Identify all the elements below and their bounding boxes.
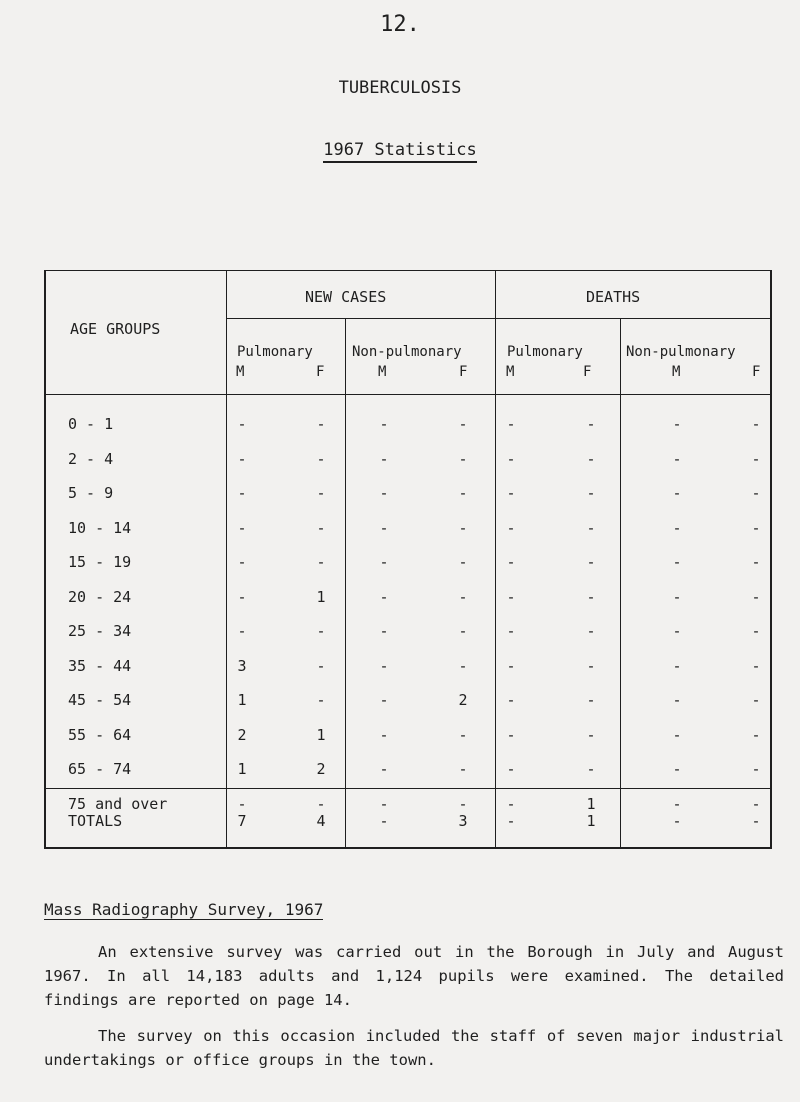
table-cell: - xyxy=(751,484,761,502)
table-cell: - xyxy=(316,484,326,502)
table-cell: - xyxy=(458,760,468,778)
col-divider-3 xyxy=(620,318,621,848)
m-header: M xyxy=(236,364,245,380)
table-cell: - xyxy=(506,691,516,709)
age-group-label: 5 - 9 xyxy=(68,484,114,502)
age-group-label: 0 - 1 xyxy=(68,415,114,433)
table-cell: - xyxy=(751,760,761,778)
table-cell: 1 xyxy=(586,812,596,830)
table-cell: - xyxy=(506,622,516,640)
table-cell: - xyxy=(458,794,468,813)
paragraph-1: An extensive survey was carried out in the Borough in July and August 1967. In all 14,183 adults and 1,124 pupils were examined. The detailed findings are reported on page 14. xyxy=(44,943,784,1009)
pulmonary-header: Pulmonary xyxy=(237,344,313,360)
table-cell: - xyxy=(379,691,389,709)
subheading-text: 1967 Statistics xyxy=(323,140,477,163)
table-cell: - xyxy=(751,656,761,675)
table-cell: - xyxy=(672,587,682,606)
age-group-label: 35 - 44 xyxy=(68,656,132,675)
table-cell: 1 xyxy=(237,760,247,778)
table-border-top xyxy=(44,270,772,271)
table-cell: - xyxy=(379,484,389,502)
table-cell: - xyxy=(751,449,761,468)
table-border-bottom xyxy=(44,847,772,849)
table-cell: - xyxy=(506,656,516,675)
table-cell: - xyxy=(458,725,468,744)
table-cell: - xyxy=(458,656,468,675)
table-cell: - xyxy=(237,622,247,640)
table-cell: - xyxy=(672,622,682,640)
table-cell: - xyxy=(458,587,468,606)
table-cell: - xyxy=(672,553,682,571)
f-header: F xyxy=(752,364,761,380)
table-cell: - xyxy=(379,794,389,813)
table-cell: - xyxy=(672,484,682,502)
table-cell: - xyxy=(379,760,389,778)
table-cell: - xyxy=(506,449,516,468)
table-cell: - xyxy=(672,812,682,830)
table-cell: - xyxy=(379,518,389,537)
page-heading: TUBERCULOSIS xyxy=(338,78,462,98)
table-cell: - xyxy=(506,484,516,502)
table-cell: 1 xyxy=(316,725,326,744)
table-cell: - xyxy=(506,518,516,537)
age-group-label: 65 - 74 xyxy=(68,760,132,778)
table-cell: - xyxy=(379,587,389,606)
table-cell: - xyxy=(751,812,761,830)
table-cell: 7 xyxy=(237,812,247,830)
table-cell: - xyxy=(586,656,596,675)
new-cases-header: NEW CASES xyxy=(305,288,387,306)
age-group-label: 15 - 19 xyxy=(68,553,132,571)
table-cell: - xyxy=(751,518,761,537)
age-group-label: 75 and over xyxy=(68,794,168,813)
table-cell: - xyxy=(237,518,247,537)
deaths-header: DEATHS xyxy=(586,288,641,306)
table-cell: - xyxy=(379,725,389,744)
table-cell: - xyxy=(506,760,516,778)
table-cell: - xyxy=(506,794,516,813)
table-cell: - xyxy=(316,553,326,571)
table-cell: - xyxy=(751,587,761,606)
age-group-label: 2 - 4 xyxy=(68,449,114,468)
f-header: F xyxy=(583,364,592,380)
totals-line xyxy=(44,788,772,789)
table-cell: - xyxy=(506,725,516,744)
table-cell: - xyxy=(458,415,468,433)
table-cell: - xyxy=(751,415,761,433)
section-title: Mass Radiography Survey, 1967 xyxy=(44,900,324,919)
paragraph-2: The survey on this occasion included the staff of seven major industrial undertakings or office groups in the town. xyxy=(44,1027,784,1069)
table-cell: - xyxy=(506,587,516,606)
table-cell: - xyxy=(237,415,247,433)
table-cell: - xyxy=(751,622,761,640)
table-cell: - xyxy=(506,415,516,433)
non-pulmonary-header: Non-pulmonary xyxy=(352,344,462,360)
table-cell: - xyxy=(379,449,389,468)
col-divider-1 xyxy=(345,318,346,848)
table-cell: - xyxy=(586,415,596,433)
table-cell: - xyxy=(672,449,682,468)
table-cell: - xyxy=(316,794,326,813)
f-header: F xyxy=(459,364,468,380)
table-cell: - xyxy=(751,794,761,813)
f-header: F xyxy=(316,364,325,380)
table-cell: 1 xyxy=(237,691,247,709)
age-group-label: 55 - 64 xyxy=(68,725,132,744)
table-cell: - xyxy=(672,760,682,778)
table-cell: 3 xyxy=(458,812,468,830)
table-cell: 2 xyxy=(237,725,247,744)
page-number: 12. xyxy=(380,12,420,37)
table-cell: - xyxy=(586,760,596,778)
table-cell: - xyxy=(586,691,596,709)
header-bottom-line xyxy=(44,394,772,395)
non-pulmonary-deaths-header: Non-pulmonary xyxy=(626,344,736,360)
table-cell: - xyxy=(379,812,389,830)
table-cell: - xyxy=(458,449,468,468)
table-cell: - xyxy=(751,725,761,744)
table-cell: 2 xyxy=(458,691,468,709)
table-cell: - xyxy=(672,518,682,537)
table-cell: - xyxy=(379,656,389,675)
table-cell: - xyxy=(237,553,247,571)
table-cell: - xyxy=(586,518,596,537)
table-cell: - xyxy=(379,622,389,640)
header-sub-line xyxy=(227,318,772,319)
table-cell: - xyxy=(751,691,761,709)
table-cell: 4 xyxy=(316,812,326,830)
table-cell: - xyxy=(586,587,596,606)
table-cell: - xyxy=(237,587,247,606)
table-cell: - xyxy=(672,656,682,675)
table-cell: - xyxy=(316,518,326,537)
totals-label: TOTALS xyxy=(68,812,123,830)
m-header: M xyxy=(506,364,515,380)
page-subheading xyxy=(0,140,800,160)
table-cell: - xyxy=(237,794,247,813)
pulmonary-deaths-header: Pulmonary xyxy=(507,344,583,360)
table-cell: 1 xyxy=(586,794,596,813)
table-cell: - xyxy=(586,484,596,502)
age-group-label: 20 - 24 xyxy=(68,587,132,606)
table-cell: - xyxy=(672,691,682,709)
table-cell: - xyxy=(586,553,596,571)
age-group-label: 25 - 34 xyxy=(68,622,132,640)
table-cell: - xyxy=(379,415,389,433)
table-cell: - xyxy=(379,553,389,571)
table-cell: - xyxy=(506,812,516,830)
table-cell: - xyxy=(237,449,247,468)
table-border-left xyxy=(44,270,46,848)
table-cell: - xyxy=(506,553,516,571)
table-cell: 1 xyxy=(316,587,326,606)
age-group-label: 45 - 54 xyxy=(68,691,132,709)
table-cell: - xyxy=(316,415,326,433)
table-cell: - xyxy=(672,725,682,744)
table-cell: - xyxy=(316,691,326,709)
age-groups-header: AGE GROUPS xyxy=(70,320,161,338)
table-cell: - xyxy=(458,553,468,571)
age-group-label: 10 - 14 xyxy=(68,518,132,537)
table-cell: - xyxy=(751,553,761,571)
m-header: M xyxy=(672,364,681,380)
table-cell: - xyxy=(316,622,326,640)
m-header: M xyxy=(378,364,387,380)
table-cell: - xyxy=(316,449,326,468)
table-cell: - xyxy=(458,518,468,537)
table-cell: - xyxy=(672,415,682,433)
table-cell: 3 xyxy=(237,656,247,675)
table-cell: - xyxy=(316,656,326,675)
table-cell: - xyxy=(586,725,596,744)
table-cell: - xyxy=(586,449,596,468)
table-cell: - xyxy=(672,794,682,813)
table-cell: - xyxy=(586,622,596,640)
table-cell: - xyxy=(237,484,247,502)
table-cell: 2 xyxy=(316,760,326,778)
table-cell: - xyxy=(458,484,468,502)
table-cell: - xyxy=(458,622,468,640)
